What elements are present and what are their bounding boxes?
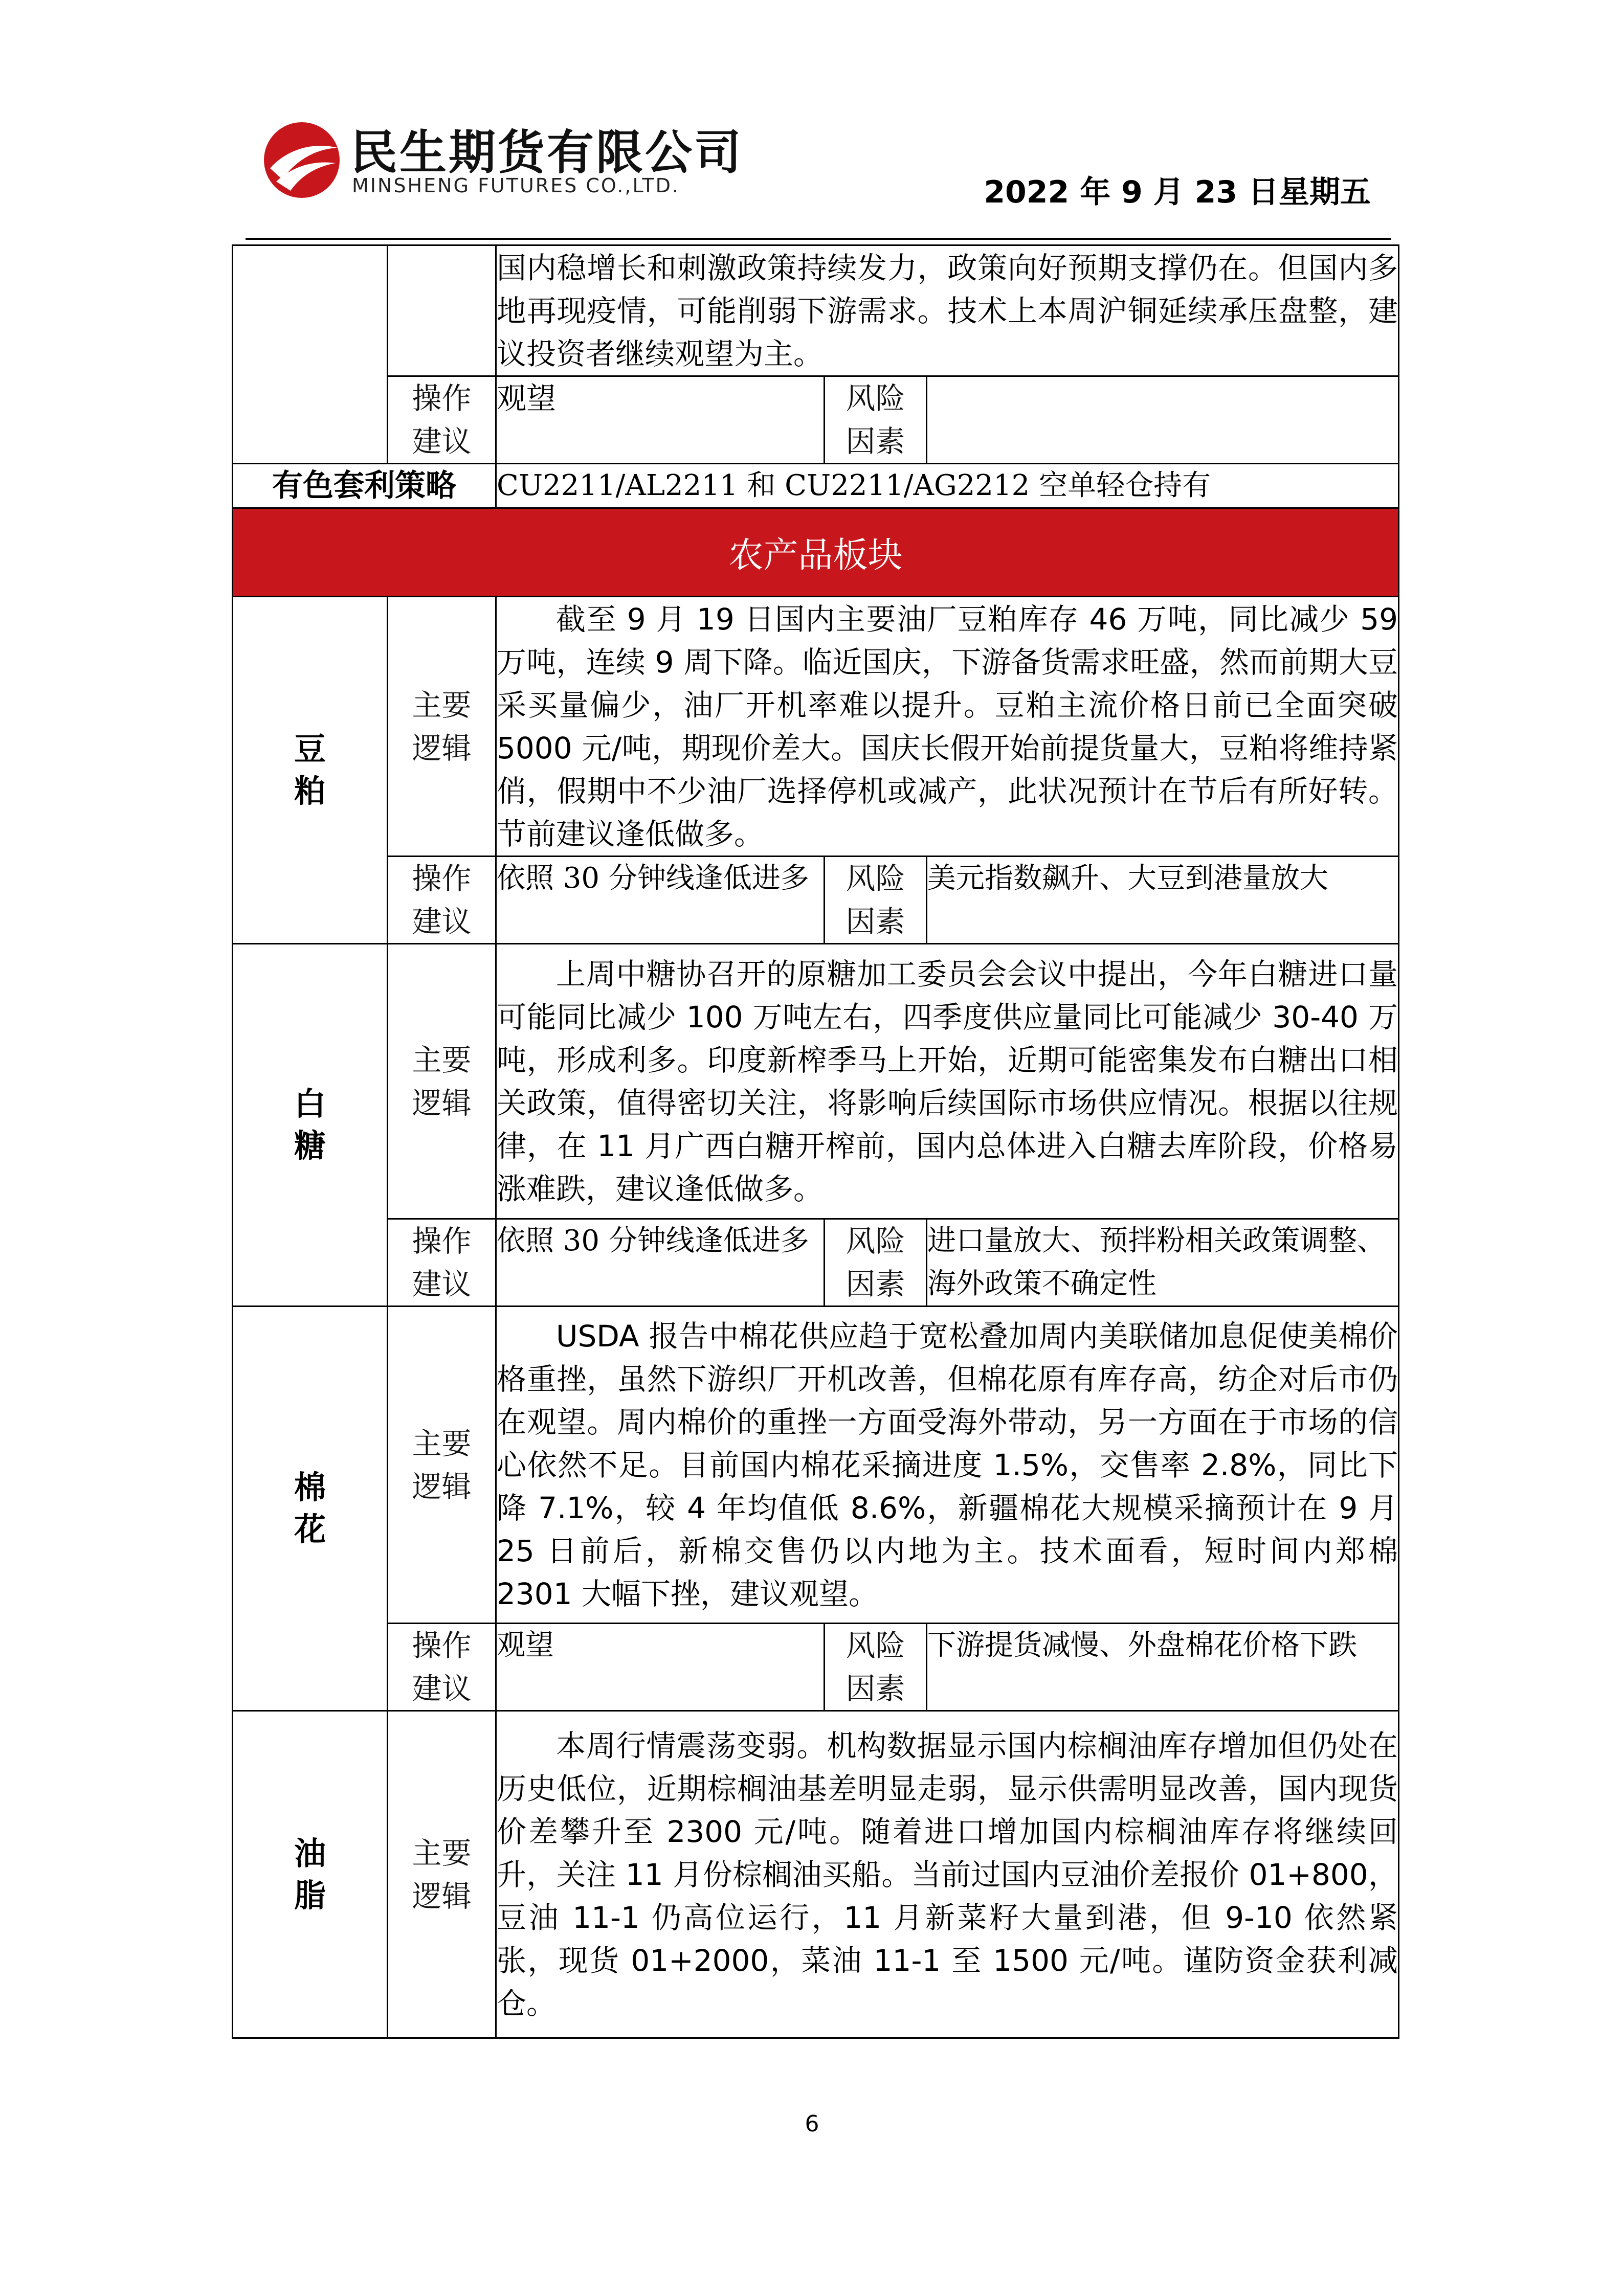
table-row (233, 857, 1399, 944)
arbitrage-value: CU2211/AL2211 和 CU2211/AG2212 空单轻仓持有 (496, 464, 1399, 508)
logic-label: 主要 逻辑 (388, 1307, 496, 1624)
logic-text: 国内稳增长和刺激政策持续发力，政策向好预期支撑仍在。但国内多地再现疫情，可能削弱下游需求。技术上本周沪铜延续承压盘整，建议投资者继续观望为主。 (496, 245, 1399, 376)
table-row (233, 1711, 1399, 2038)
logic-label: 主要 逻辑 (388, 944, 496, 1219)
table-row (233, 1624, 1399, 1711)
table-row (233, 1219, 1399, 1307)
op-label: 操作 建议 (388, 857, 496, 944)
risk-label: 风险 因素 (825, 1624, 927, 1711)
company-name-en: MINSHENG FUTURES CO.,LTD. (352, 174, 680, 197)
report-date: 2022 年 9 月 23 日星期五 (984, 174, 1371, 210)
op-label: 操作 建议 (388, 376, 496, 464)
company-name-cn: 民生期货有限公司 (350, 125, 744, 180)
op-value: 依照 30 分钟线逢低进多 (496, 857, 825, 944)
risk-value: 下游提货减慢、外盘棉花价格下跌 (927, 1624, 1399, 1711)
table-row (233, 376, 1399, 464)
risk-value (927, 376, 1399, 464)
category-sugar: 白 糖 (233, 944, 388, 1307)
logic-label: 主要 逻辑 (388, 1711, 496, 2038)
empty-category-cell (233, 245, 388, 464)
page-number: 6 (805, 2111, 819, 2137)
logic-label: 主要 逻辑 (388, 597, 496, 857)
op-label: 操作 建议 (388, 1219, 496, 1307)
table-row (233, 464, 1399, 508)
risk-label: 风险 因素 (825, 857, 927, 944)
table-row (233, 245, 1399, 376)
empty-label-cell (388, 245, 496, 376)
report-table (232, 244, 1399, 2039)
risk-value: 美元指数飙升、大豆到港量放大 (927, 857, 1399, 944)
logic-text: 上周中糖协召开的原糖加工委员会会议中提出，今年白糖进口量可能同比减少 100 万吨左右，四季度供应量同比可能减少 30-40 万吨，形成利多。印度新榨季马上开始，近期可能密集发布白糖出口相关政策，值得密切关注，将影响后续国际市场供应情况。根据以往规律，在 11 月广西白糖开榨前，国内总体进入白糖去库阶段，价格易涨难跌，建议逢低做多。 (496, 944, 1399, 1219)
company-logo (261, 115, 772, 207)
op-value: 依照 30 分钟线逢低进多 (496, 1219, 825, 1307)
logo-emblem-icon (261, 119, 343, 201)
risk-label: 风险 因素 (825, 376, 927, 464)
logic-text: USDA 报告中棉花供应趋于宽松叠加周内美联储加息促使美棉价格重挫，虽然下游织厂开机改善，但棉花原有库存高，纺企对后市仍在观望。周内棉价的重挫一方面受海外带动，另一方面在于市场的信心依然不足。目前国内棉花采摘进度 1.5%，交售率 2.8%，同比下降 7.1%，较 4 年均值低 8.6%，新疆棉花大规模采摘预计在 9 月 25 日前后，新棉交售仍以内地为主。技术面看，短时间内郑棉 2301 大幅下挫，建议观望。 (496, 1307, 1399, 1624)
logic-text: 截至 9 月 19 日国内主要油厂豆粕库存 46 万吨，同比减少 59 万吨，连续 9 周下降。临近国庆，下游备货需求旺盛，然而前期大豆采买量偏少，油厂开机率难以提升。豆粕主流价格日前已全面突破 5000 元/吨，期现价差大。国庆长假开始前提货量大，豆粕将维持紧俏，假期中不少油厂选择停机或减产，此状况预计在节后有所好转。节前建议逢低做多。 (496, 597, 1399, 857)
category-oils: 油 脂 (233, 1711, 388, 2038)
logic-text: 本周行情震荡变弱。机构数据显示国内棕榈油库存增加但仍处在历史低位，近期棕榈油基差明显走弱，显示供需明显改善，国内现货价差攀升至 2300 元/吨。随着进口增加国内棕榈油库存将继续回升，关注 11 月份棕榈油买船。当前过国内豆油价差报价 01+800，豆油 11-1 仍高位运行，11 月新菜籽大量到港，但 9-10 依然紧张，现货 01+2000，菜油 11-1 至 1500 元/吨。谨防资金获利减仓。 (496, 1711, 1399, 2038)
op-value: 观望 (496, 1624, 825, 1711)
table-row (233, 508, 1399, 597)
table-row (233, 1307, 1399, 1624)
table-row (233, 597, 1399, 857)
op-label: 操作 建议 (388, 1624, 496, 1711)
risk-value: 进口量放大、预拌粉相关政策调整、海外政策不确定性 (927, 1219, 1399, 1307)
category-soymeal: 豆 粕 (233, 597, 388, 944)
risk-label: 风险 因素 (825, 1219, 927, 1307)
category-cotton: 棉 花 (233, 1307, 388, 1711)
section-title: 农产品板块 (233, 508, 1399, 597)
table-row (233, 944, 1399, 1219)
op-value: 观望 (496, 376, 825, 464)
header-divider (246, 238, 1391, 240)
arbitrage-label: 有色套利策略 (233, 464, 496, 508)
